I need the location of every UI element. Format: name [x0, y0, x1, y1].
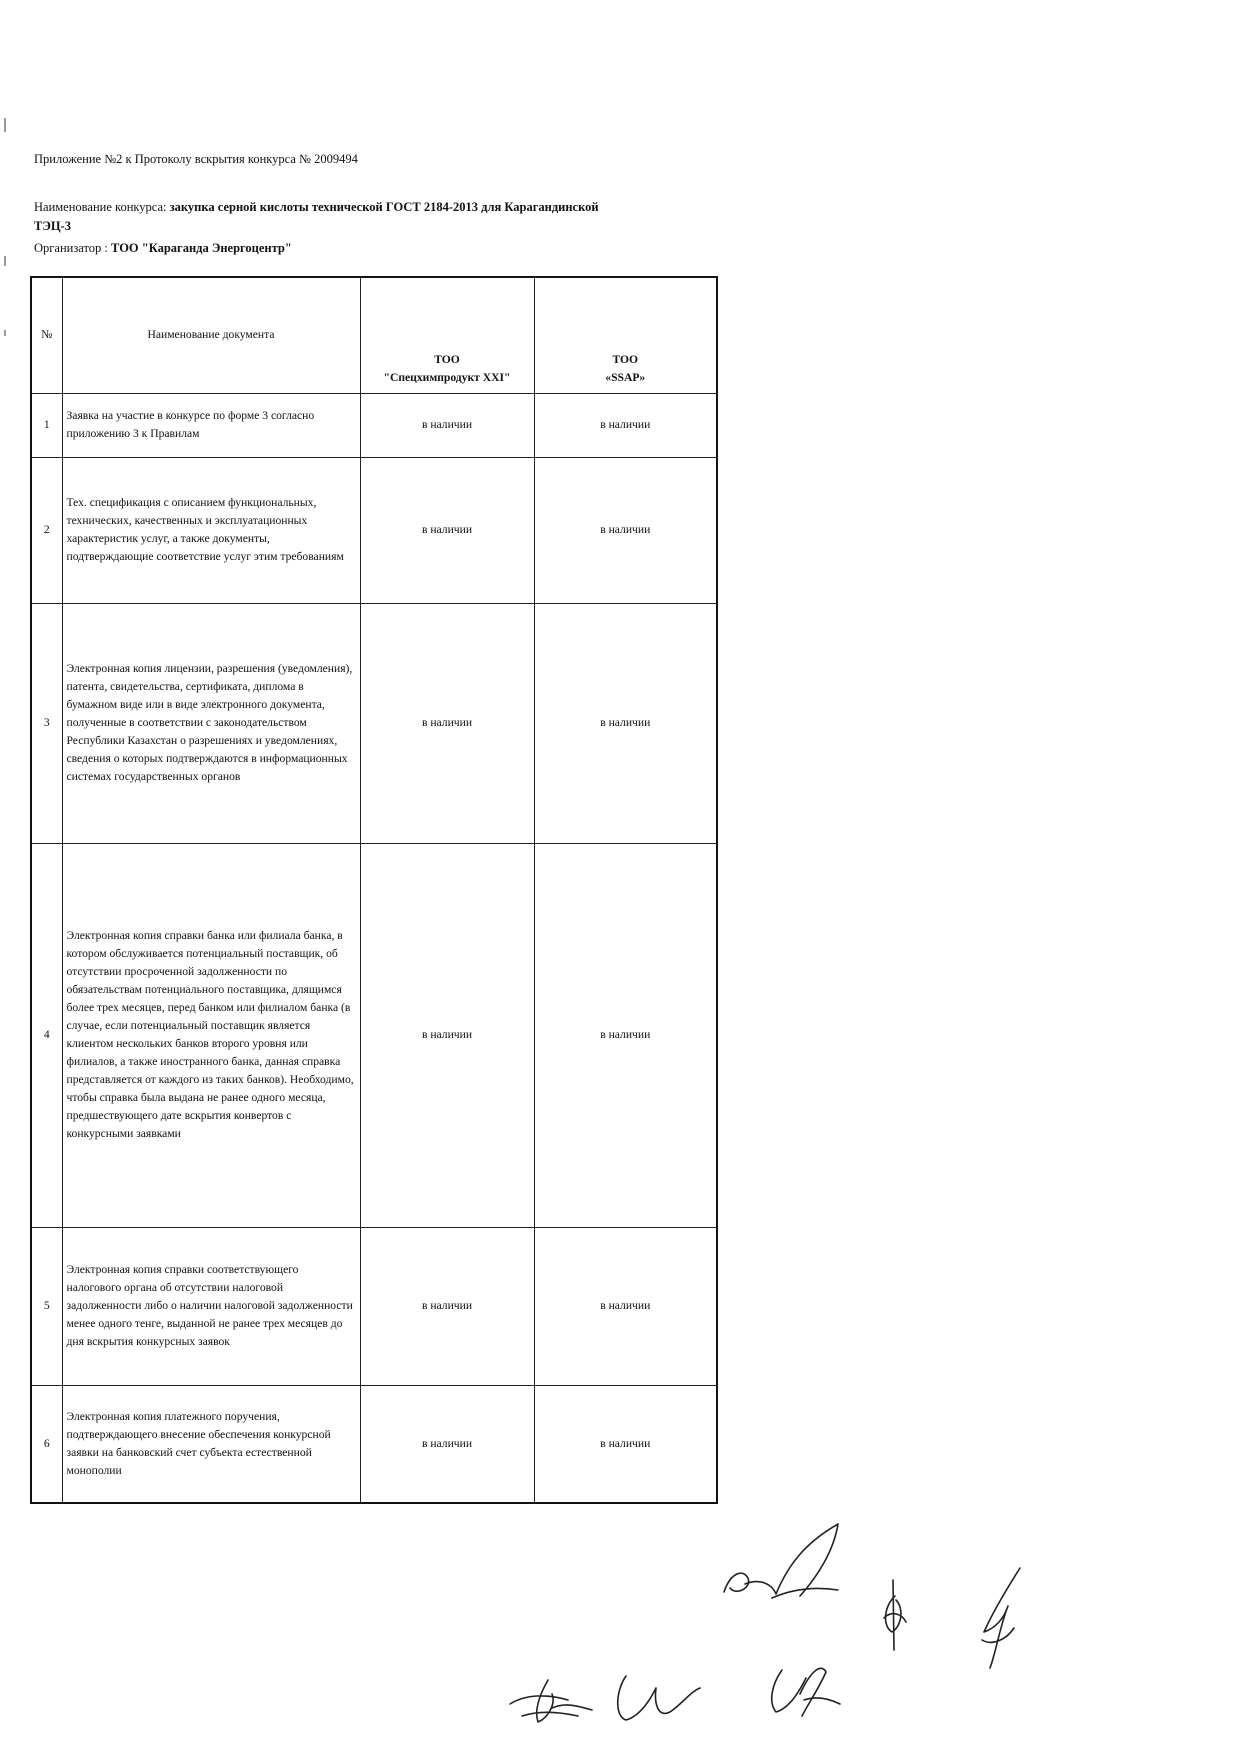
document-name: Электронная копия справки банка или филиала банка, в котором обслуживается потенциальный поставщик, об отсутствии просроченной задолженности по обязательствам потенциального поставщика, длящимся более трех месяцев, перед банком или филиалом банка (в случае, если потенциальный поставщик является клиентом нескольких банков второго уровня или филиалов, а также иностранного банка, данная справка представляется от каждого из таких банков). Необходимо, чтобы справка была выдана не ранее одного месяца, предшествующего дате вскрытия конвертов с конкурсными заявками: [62, 843, 360, 1227]
col-number-header: №: [31, 277, 62, 393]
row-number: 3: [31, 603, 62, 843]
supplier-2-status: в наличии: [534, 393, 717, 457]
supplier-2-name: «SSAP»: [605, 370, 646, 384]
contest-name-line1: закупка серной кислоты технической ГОСТ 2184-2013 для Карагандинской: [169, 200, 599, 214]
organizer-label: Организатор :: [34, 241, 108, 255]
supplier-2-status: в наличии: [534, 603, 717, 843]
signature-1: [724, 1524, 838, 1598]
supplier-1-status: в наличии: [360, 603, 534, 843]
supplier-2-status: в наличии: [534, 1385, 717, 1503]
document-name: Электронная копия лицензии, разрешения (уведомления), патента, свидетельства, сертификата, диплома в бумажном виде или в виде электронного документа, полученные в соответствии с законодательством Республики Казахстан о разрешениях и уведомлениях, сведения о которых подтверждаются в информационных системах государственных органов: [62, 603, 360, 843]
annex-title: Приложение №2 к Протоколу вскрытия конкурса № 2009494: [34, 152, 358, 166]
supplier-2-type: ТОО: [612, 352, 639, 366]
signature-6: [772, 1668, 840, 1716]
supplier-1-type: ТОО: [434, 352, 460, 366]
row-number: 4: [31, 843, 62, 1227]
organizer-name: ТОО "Караганда Энергоцентр": [111, 241, 292, 255]
supplier-1-status: в наличии: [360, 457, 534, 603]
col-document-header: Наименование документа: [62, 277, 360, 393]
row-number: 2: [31, 457, 62, 603]
signature-2: [884, 1580, 906, 1650]
supplier-1-name: "Спецхимпродукт XXI": [383, 370, 511, 384]
row-number: 5: [31, 1227, 62, 1385]
contest-label: Наименование конкурса:: [34, 200, 167, 214]
document-name: Электронная копия платежного поручения, подтверждающего внесение обеспечения конкурсной заявки на банковский счет субъекта естественной монополии: [62, 1385, 360, 1503]
contest-name-line2: ТЭЦ-3: [34, 219, 71, 233]
row-number: 6: [31, 1385, 62, 1503]
document-name: Тех. спецификация с описанием функциональных, технических, качественных и эксплуатационных характеристик услуг, а также документы, подтверждающие соответствие услуг этим требованиям: [62, 457, 360, 603]
document-name: Электронная копия справки соответствующего налогового органа об отсутствии налоговой задолженности либо о наличии налоговой задолженности менее одного тенге, выданной не ранее трех месяцев до дня вскрытия конкурсных заявок: [62, 1227, 360, 1385]
supplier-1-status: в наличии: [360, 1385, 534, 1503]
supplier-1-status: в наличии: [360, 393, 534, 457]
signature-5: [618, 1676, 700, 1720]
row-number: 1: [31, 393, 62, 457]
supplier-2-status: в наличии: [534, 457, 717, 603]
supplier-2-status: в наличии: [534, 1227, 717, 1385]
signature-4: [510, 1680, 592, 1722]
document-name: Заявка на участие в конкурсе по форме 3 согласно приложению 3 к Правилам: [62, 393, 360, 457]
supplier-1-status: в наличии: [360, 1227, 534, 1385]
supplier-1-status: в наличии: [360, 843, 534, 1227]
supplier-2-status: в наличии: [534, 843, 717, 1227]
signature-3: [982, 1568, 1020, 1668]
